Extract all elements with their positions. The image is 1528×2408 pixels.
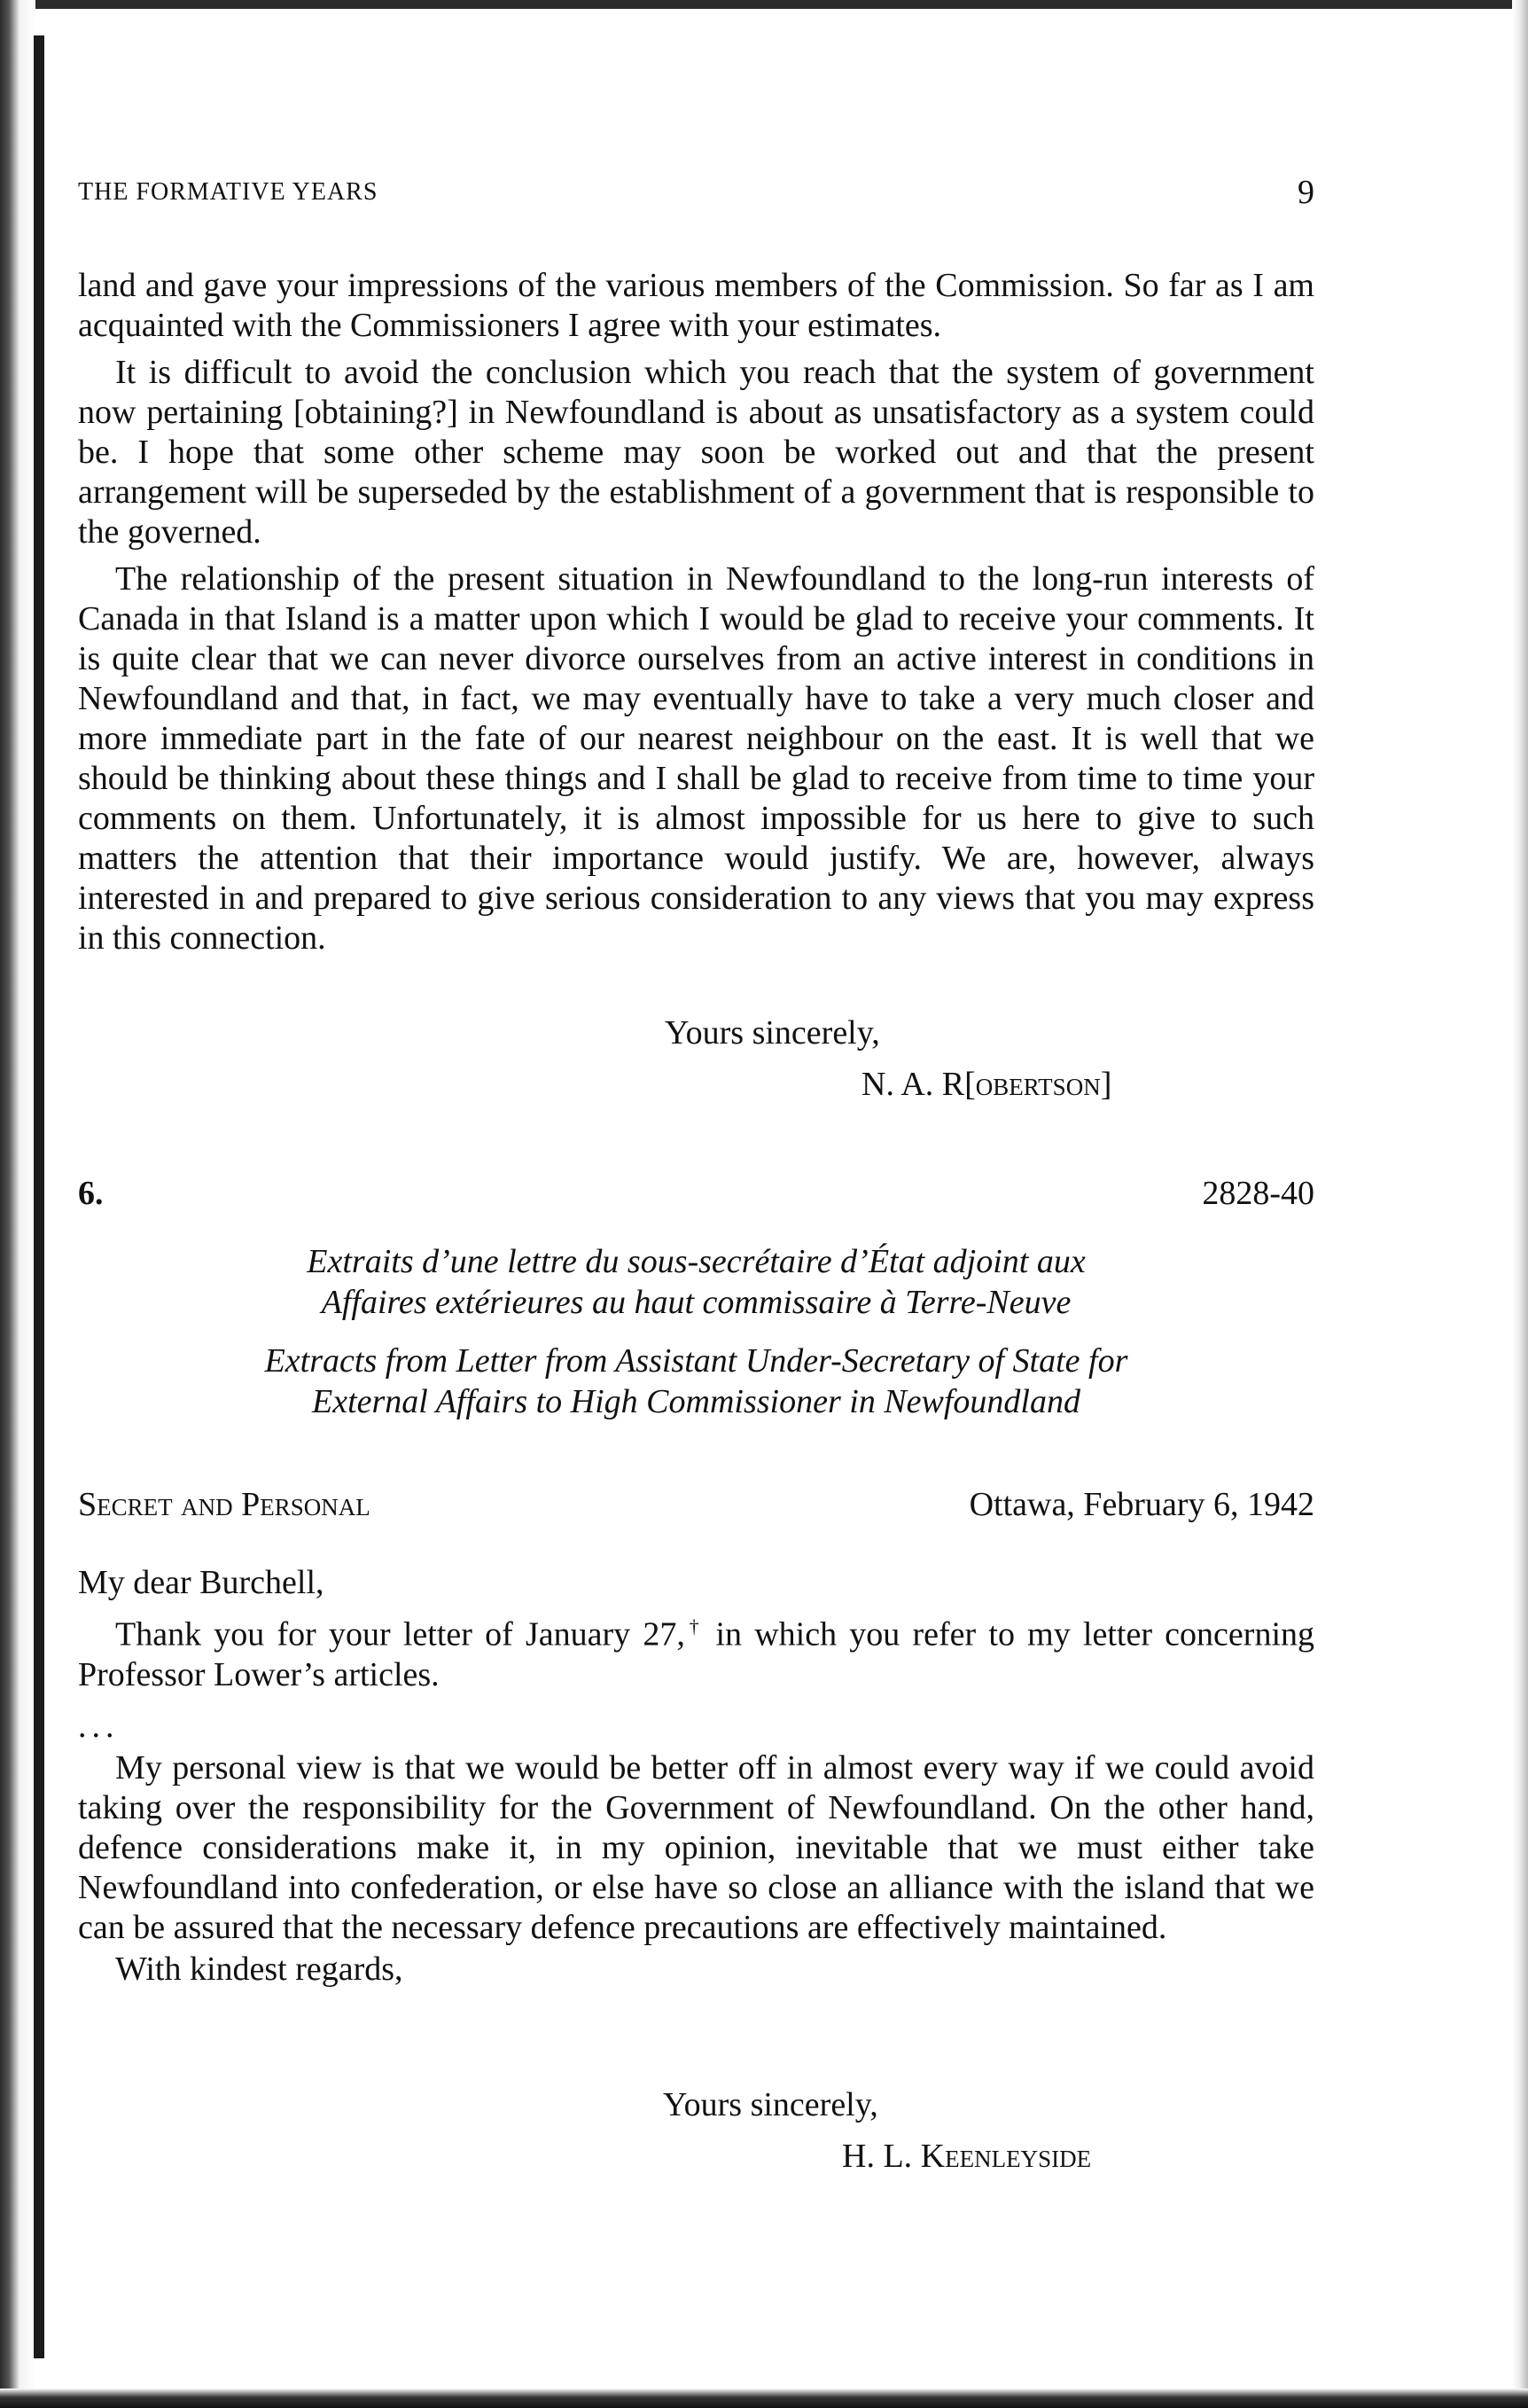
doc6-signature-initials: H. L. — [842, 2138, 921, 2175]
book-page — [78, 0, 1314, 2408]
doc5-signature-name: obertson — [975, 1066, 1101, 1103]
running-head-title: THE FORMATIVE YEARS — [78, 178, 378, 206]
doc5-signature-initials: N. A. R[ — [861, 1066, 976, 1103]
doc5-signature-end: ] — [1100, 1066, 1112, 1103]
doc6-regards: With kindest regards, — [115, 1951, 403, 1988]
doc6-paragraph-1 — [78, 1607, 1314, 1695]
doc6-letter-body — [78, 1748, 1314, 1990]
doc6-paragraph-1-start: Thank you for your letter of January 27, — [115, 1615, 685, 1654]
running-head — [78, 173, 1314, 211]
doc6-heading-en-line-1: Extracts from Letter from Assistant Under-Secretary of State for — [264, 1342, 1128, 1380]
doc5-paragraph-2: It is difficult to avoid the conclusion which you reach that the system of government now pertaining [obtaining?] in Newfoundland is about as unsatisfactory as a system could be. I hope that some other scheme may soon be worked out and that the present arrangement will be superseded by the establishment of a government that is responsible to the governed. — [78, 354, 1314, 551]
doc6-ellipsis: ... — [78, 1708, 120, 1745]
footnote-marker: † — [684, 1615, 704, 1638]
doc5-paragraph-1: land and gave your impressions of the various members of the Commission. So far as I am acquainted with the Commissioners I agree with your estimates. — [78, 267, 1314, 344]
doc6-letter-opening — [78, 1563, 1314, 1695]
doc5-paragraph-3: The relationship of the present situation in Newfoundland to the long-run interests of Canada in that Island is a matter upon which I would be glad to receive your comments. It is quite clear that we can never divorce ourselves from an active interest in conditions in Newfoundland and that, in fact, we may eventually have to take a very much closer and more immediate part in the fate of our nearest neighbour on the east. It is well that we should be thinking about these things and I shall be glad to receive from time to time your comments on them. Unfortunately, it is almost impossible for us here to give to such matters the attention that their importance would justify. We are, however, always interested in and prepared to give serious consideration to any views that you may express in this connection. — [78, 560, 1314, 957]
doc6-signature — [842, 2137, 1091, 2176]
doc6-number: 6. — [78, 1175, 104, 1212]
scan-left-edge — [0, 0, 35, 2408]
document-5-body — [78, 266, 1314, 958]
scan-right-edge — [1512, 0, 1528, 2408]
doc6-heading-french — [78, 1241, 1314, 1323]
doc6-classification: Secret and Personal — [78, 1486, 370, 1523]
doc6-dateline — [78, 1485, 1314, 1526]
doc6-header-row — [78, 1174, 1314, 1215]
page-number: 9 — [1298, 174, 1314, 211]
doc6-salutation: My dear Burchell, — [78, 1564, 324, 1601]
doc6-closing: Yours sincerely, — [663, 2086, 878, 2123]
scan-binding-rule — [34, 35, 44, 2358]
doc6-place-date: Ottawa, February 6, 1942 — [969, 1486, 1314, 1523]
doc6-paragraph-1-end: in which you refer to my letter concerning Professor Lower’s articles. — [78, 1615, 1314, 1693]
doc6-signature-name: Keenleyside — [920, 2138, 1092, 2175]
doc5-closing: Yours sincerely, — [665, 1014, 880, 1052]
doc6-heading-english — [78, 1341, 1314, 1422]
doc6-heading-fr-line-1: Extraits d’une lettre du sous-secrétaire d’État adjoint aux — [307, 1243, 1086, 1280]
doc6-paragraph-2: My personal view is that we would be better off in almost every way if we could avoid taking over the responsibility for the Government of Newfoundland. On the other hand, defence considerations make it, in my opinion, inevitable that we must either take Newfoundland into confederation, or else have so close an alliance with the island that we can be assured that the necessary defence precautions are effectively maintained. — [78, 1749, 1314, 1946]
doc5-signature — [861, 1065, 1111, 1104]
doc6-heading-en-line-2: External Affairs to High Commissioner in Newfoundland — [312, 1383, 1080, 1420]
doc6-heading-fr-line-2: Affaires extérieures au haut commissaire à Terre-Neuve — [321, 1284, 1072, 1321]
doc6-file-reference: 2828-40 — [1202, 1175, 1314, 1212]
